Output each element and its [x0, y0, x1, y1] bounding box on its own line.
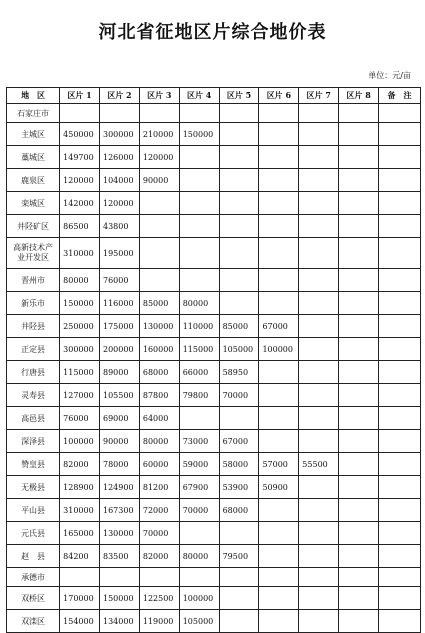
price-cell: 90000	[139, 169, 179, 192]
table-header-row	[7, 88, 421, 104]
price-cell	[179, 568, 219, 587]
price-cell: 115000	[60, 361, 100, 384]
price-cell: 160000	[139, 338, 179, 361]
price-cell	[100, 104, 140, 123]
price-cell: 126000	[100, 146, 140, 169]
unit-label: 单位：元/亩	[368, 71, 411, 80]
note-cell	[379, 610, 421, 633]
price-cell	[339, 146, 379, 169]
price-cell	[299, 146, 339, 169]
price-cell	[259, 430, 299, 453]
price-cell	[219, 522, 259, 545]
price-cell: 79500	[219, 545, 259, 568]
price-cell	[339, 522, 379, 545]
region-cell: 承德市	[7, 568, 60, 587]
price-cell: 87800	[139, 384, 179, 407]
table-row	[7, 192, 421, 215]
price-cell	[259, 522, 299, 545]
price-cell: 300000	[60, 338, 100, 361]
price-cell	[299, 476, 339, 499]
price-cell	[259, 568, 299, 587]
price-cell	[299, 430, 339, 453]
price-cell	[339, 476, 379, 499]
note-cell	[379, 104, 421, 123]
price-cell	[259, 499, 299, 522]
price-cell	[219, 104, 259, 123]
page-title: 河北省征地区片综合地价表	[98, 22, 327, 43]
price-cell: 130000	[100, 522, 140, 545]
price-cell	[179, 215, 219, 238]
price-cell	[299, 522, 339, 545]
price-cell: 150000	[100, 587, 140, 610]
table-row	[7, 169, 421, 192]
price-cell: 150000	[60, 292, 100, 315]
price-cell: 85000	[219, 315, 259, 338]
price-cell	[339, 315, 379, 338]
price-cell	[259, 169, 299, 192]
price-cell	[259, 104, 299, 123]
price-cell	[259, 587, 299, 610]
price-cell	[219, 169, 259, 192]
price-cell	[339, 568, 379, 587]
table-row	[7, 215, 421, 238]
region-cell: 井陉矿区	[7, 215, 60, 238]
table-row	[7, 610, 421, 633]
price-cell	[139, 192, 179, 215]
price-cell	[259, 123, 299, 146]
price-cell	[259, 146, 299, 169]
note-cell	[379, 568, 421, 587]
region-cell: 行唐县	[7, 361, 60, 384]
price-cell: 116000	[100, 292, 140, 315]
region-cell: 正定县	[7, 338, 60, 361]
price-cell	[299, 499, 339, 522]
price-cell: 167300	[100, 499, 140, 522]
price-cell: 59000	[179, 453, 219, 476]
price-cell: 68000	[219, 499, 259, 522]
price-cell	[259, 292, 299, 315]
price-cell: 89000	[100, 361, 140, 384]
table-row	[7, 453, 421, 476]
price-cell: 100000	[60, 430, 100, 453]
price-cell: 67900	[179, 476, 219, 499]
price-cell	[259, 545, 299, 568]
price-cell: 90000	[100, 430, 140, 453]
price-cell	[299, 292, 339, 315]
price-cell	[339, 430, 379, 453]
price-cell	[219, 587, 259, 610]
price-cell: 80000	[60, 269, 100, 292]
price-cell: 134000	[100, 610, 140, 633]
price-cell	[139, 215, 179, 238]
price-cell: 82000	[60, 453, 100, 476]
price-cell: 80000	[179, 292, 219, 315]
note-cell	[379, 587, 421, 610]
price-cell	[299, 384, 339, 407]
price-cell: 119000	[139, 610, 179, 633]
price-cell	[139, 269, 179, 292]
table-row	[7, 407, 421, 430]
table-row	[7, 269, 421, 292]
price-cell	[219, 238, 259, 269]
land-price-table	[6, 87, 421, 633]
price-cell	[339, 192, 379, 215]
price-cell: 120000	[139, 146, 179, 169]
header-zone-3: 区片 3	[139, 88, 179, 104]
price-cell: 50900	[259, 476, 299, 499]
table-row	[7, 384, 421, 407]
region-cell: 平山县	[7, 499, 60, 522]
note-cell	[379, 476, 421, 499]
price-cell	[339, 292, 379, 315]
price-cell	[339, 587, 379, 610]
price-cell	[299, 361, 339, 384]
price-cell: 115000	[179, 338, 219, 361]
note-cell	[379, 361, 421, 384]
region-cell: 双桥区	[7, 587, 60, 610]
table-row	[7, 522, 421, 545]
price-cell	[299, 407, 339, 430]
price-cell: 300000	[100, 123, 140, 146]
price-cell: 450000	[60, 123, 100, 146]
table-row	[7, 545, 421, 568]
price-cell: 170000	[60, 587, 100, 610]
price-cell: 85000	[139, 292, 179, 315]
header-zone-4: 区片 4	[179, 88, 219, 104]
price-cell	[299, 545, 339, 568]
price-cell: 110000	[179, 315, 219, 338]
table-row	[7, 292, 421, 315]
region-cell: 藁城区	[7, 146, 60, 169]
table-row	[7, 123, 421, 146]
region-cell: 灵寿县	[7, 384, 60, 407]
price-cell	[139, 104, 179, 123]
region-cell: 高新技术产业开发区	[7, 238, 60, 269]
price-cell	[259, 407, 299, 430]
note-cell	[379, 269, 421, 292]
price-cell	[339, 123, 379, 146]
note-cell	[379, 545, 421, 568]
price-cell: 43800	[100, 215, 140, 238]
price-cell	[179, 146, 219, 169]
region-cell: 新乐市	[7, 292, 60, 315]
region-cell: 石家庄市	[7, 104, 60, 123]
price-cell: 79800	[179, 384, 219, 407]
price-cell	[179, 169, 219, 192]
table-row	[7, 315, 421, 338]
price-cell: 67000	[219, 430, 259, 453]
price-cell: 105500	[100, 384, 140, 407]
table-row	[7, 499, 421, 522]
price-cell	[259, 361, 299, 384]
region-cell: 双滦区	[7, 610, 60, 633]
header-zone-6: 区片 6	[259, 88, 299, 104]
price-cell	[100, 568, 140, 587]
price-cell	[299, 610, 339, 633]
note-cell	[379, 146, 421, 169]
price-cell	[339, 384, 379, 407]
price-cell	[219, 146, 259, 169]
price-cell	[139, 568, 179, 587]
region-cell: 赞皇县	[7, 453, 60, 476]
region-cell: 晋州市	[7, 269, 60, 292]
price-cell	[259, 269, 299, 292]
price-cell	[299, 238, 339, 269]
price-cell: 122500	[139, 587, 179, 610]
price-cell: 70000	[139, 522, 179, 545]
price-cell	[339, 269, 379, 292]
header-note: 备 注	[379, 88, 421, 104]
price-cell: 104000	[100, 169, 140, 192]
price-cell	[339, 238, 379, 269]
price-cell	[339, 499, 379, 522]
price-cell	[299, 104, 339, 123]
price-cell: 70000	[219, 384, 259, 407]
price-cell: 120000	[100, 192, 140, 215]
price-cell: 76000	[60, 407, 100, 430]
price-cell	[339, 169, 379, 192]
price-cell: 250000	[60, 315, 100, 338]
price-cell	[259, 238, 299, 269]
price-cell	[339, 610, 379, 633]
price-cell: 165000	[60, 522, 100, 545]
price-cell	[339, 407, 379, 430]
price-cell	[299, 169, 339, 192]
price-cell: 53900	[219, 476, 259, 499]
price-cell	[339, 361, 379, 384]
note-cell	[379, 499, 421, 522]
header-zone-8: 区片 8	[339, 88, 379, 104]
price-cell: 67000	[259, 315, 299, 338]
price-cell: 124900	[100, 476, 140, 499]
price-cell	[259, 192, 299, 215]
price-cell: 72000	[139, 499, 179, 522]
table-row	[7, 430, 421, 453]
price-cell	[259, 215, 299, 238]
price-cell	[259, 384, 299, 407]
note-cell	[379, 315, 421, 338]
price-cell: 105000	[219, 338, 259, 361]
price-cell: 76000	[100, 269, 140, 292]
price-cell	[60, 568, 100, 587]
table-row	[7, 587, 421, 610]
region-cell: 无极县	[7, 476, 60, 499]
note-cell	[379, 522, 421, 545]
price-cell: 142000	[60, 192, 100, 215]
price-cell	[299, 215, 339, 238]
note-cell	[379, 338, 421, 361]
price-cell: 310000	[60, 238, 100, 269]
price-cell: 100000	[259, 338, 299, 361]
price-cell: 86500	[60, 215, 100, 238]
price-cell: 81200	[139, 476, 179, 499]
table-row	[7, 338, 421, 361]
price-cell	[299, 192, 339, 215]
header-zone-2: 区片 2	[100, 88, 140, 104]
price-cell: 195000	[100, 238, 140, 269]
region-cell: 井陉县	[7, 315, 60, 338]
region-cell: 元氏县	[7, 522, 60, 545]
price-cell	[339, 453, 379, 476]
price-cell: 55500	[299, 453, 339, 476]
price-cell: 64000	[139, 407, 179, 430]
header-zone-5: 区片 5	[219, 88, 259, 104]
region-cell: 栾城区	[7, 192, 60, 215]
price-cell: 80000	[179, 545, 219, 568]
price-cell	[219, 215, 259, 238]
price-cell: 150000	[179, 123, 219, 146]
price-cell	[259, 610, 299, 633]
price-cell: 128900	[60, 476, 100, 499]
price-cell: 175000	[100, 315, 140, 338]
table-row	[7, 476, 421, 499]
price-cell	[219, 192, 259, 215]
header-zone-1: 区片 1	[60, 88, 100, 104]
price-cell: 130000	[139, 315, 179, 338]
price-cell	[60, 104, 100, 123]
price-cell	[219, 610, 259, 633]
price-cell	[299, 587, 339, 610]
price-cell	[299, 338, 339, 361]
price-cell: 78000	[100, 453, 140, 476]
note-cell	[379, 192, 421, 215]
price-cell	[219, 292, 259, 315]
price-cell	[179, 192, 219, 215]
note-cell	[379, 453, 421, 476]
price-cell: 120000	[60, 169, 100, 192]
price-cell: 66000	[179, 361, 219, 384]
price-cell: 149700	[60, 146, 100, 169]
region-cell: 高邑县	[7, 407, 60, 430]
price-cell: 105000	[179, 610, 219, 633]
price-cell: 127000	[60, 384, 100, 407]
price-cell	[179, 407, 219, 430]
price-cell: 84200	[60, 545, 100, 568]
price-cell: 210000	[139, 123, 179, 146]
header-region: 地 区	[7, 88, 60, 104]
price-cell: 73000	[179, 430, 219, 453]
price-cell	[219, 123, 259, 146]
note-cell	[379, 169, 421, 192]
price-cell: 82000	[139, 545, 179, 568]
price-cell	[299, 269, 339, 292]
note-cell	[379, 123, 421, 146]
price-cell	[219, 568, 259, 587]
note-cell	[379, 215, 421, 238]
table-row	[7, 146, 421, 169]
price-cell	[299, 315, 339, 338]
price-cell	[339, 215, 379, 238]
header-zone-7: 区片 7	[299, 88, 339, 104]
price-cell	[139, 238, 179, 269]
table-row	[7, 568, 421, 587]
region-cell: 赵 县	[7, 545, 60, 568]
price-cell	[339, 104, 379, 123]
price-cell: 100000	[179, 587, 219, 610]
price-cell: 80000	[139, 430, 179, 453]
region-cell: 鹿泉区	[7, 169, 60, 192]
price-cell	[299, 123, 339, 146]
price-cell	[299, 568, 339, 587]
note-cell	[379, 292, 421, 315]
region-cell: 主城区	[7, 123, 60, 146]
note-cell	[379, 384, 421, 407]
table-body	[7, 104, 421, 633]
price-cell	[179, 522, 219, 545]
price-cell	[179, 269, 219, 292]
price-cell: 57000	[259, 453, 299, 476]
price-cell: 69000	[100, 407, 140, 430]
note-cell	[379, 430, 421, 453]
price-cell: 200000	[100, 338, 140, 361]
price-cell: 68000	[139, 361, 179, 384]
table-row	[7, 104, 421, 123]
price-cell: 83500	[100, 545, 140, 568]
price-cell	[339, 545, 379, 568]
price-cell: 58000	[219, 453, 259, 476]
table-row	[7, 361, 421, 384]
region-cell: 深泽县	[7, 430, 60, 453]
price-cell: 60000	[139, 453, 179, 476]
price-cell	[219, 269, 259, 292]
price-cell	[339, 338, 379, 361]
note-cell	[379, 407, 421, 430]
price-cell	[219, 407, 259, 430]
price-cell: 310000	[60, 499, 100, 522]
price-cell	[179, 238, 219, 269]
table-row	[7, 238, 421, 269]
note-cell	[379, 238, 421, 269]
price-cell: 70000	[179, 499, 219, 522]
price-cell: 58950	[219, 361, 259, 384]
price-cell	[179, 104, 219, 123]
price-cell: 154000	[60, 610, 100, 633]
